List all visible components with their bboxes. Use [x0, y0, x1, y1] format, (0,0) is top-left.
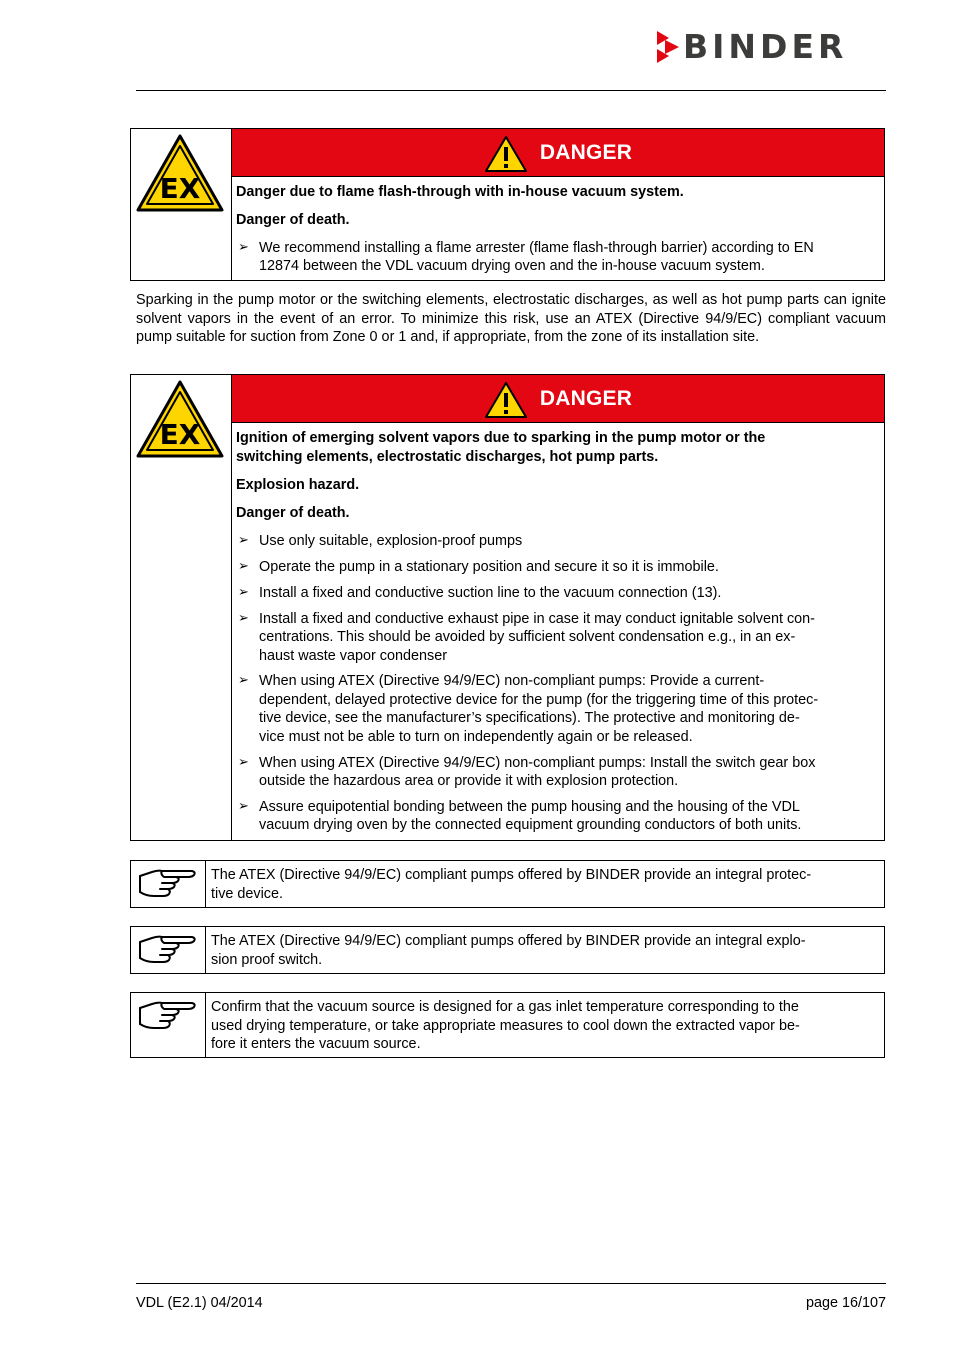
pointing-hand-icon	[136, 932, 198, 968]
note-box	[130, 926, 885, 974]
warning-triangle-icon	[484, 381, 528, 419]
list-item: ➢ Use only suitable, explosion-proof pumps	[238, 533, 523, 549]
footer-page-number: page 16/107	[805, 1295, 886, 1311]
note-icon-cell	[131, 861, 206, 907]
footer-document-id: VDL (E2.1) 04/2014	[136, 1295, 263, 1311]
arrow-bullet-icon: ➢	[238, 798, 249, 814]
arrow-bullet-icon: ➢	[238, 533, 249, 548]
list-item: ➢ When using ATEX (Directive 94/9/EC) non-compliant pumps: Install the switch gear box outside the hazardous area or provide it with explosion protection.	[238, 754, 816, 789]
logo-text: BINDER	[683, 27, 848, 66]
pointing-hand-icon	[136, 998, 198, 1034]
note-icon-cell	[131, 993, 206, 1057]
note-icon-cell	[131, 927, 206, 973]
list-item: ➢ Install a fixed and conductive exhaust pipe in case it may conduct ignitable solvent con- centrations. This should be avoided by sufficient solvent condensation e.g., in an ex- haust waste vapor condenser	[238, 610, 815, 664]
list-item: ➢ Operate the pump in a stationary position and secure it so it is immobile.	[238, 558, 719, 575]
note-text: The ATEX (Directive 94/9/EC) compliant pumps offered by BINDER provide an integral protec- tive device.	[211, 867, 812, 902]
arrow-bullet-icon: ➢	[238, 240, 249, 255]
arrow-bullet-icon: ➢	[238, 610, 249, 626]
warning-triangle-icon	[484, 135, 528, 173]
danger-header	[232, 129, 884, 177]
arrow-bullet-icon: ➢	[238, 754, 249, 770]
danger-box-ignition	[130, 374, 885, 841]
danger-consequence: Danger of death.	[236, 505, 350, 521]
svg-text:EX: EX	[159, 418, 201, 451]
arrow-bullet-icon: ➢	[238, 584, 249, 600]
pointing-hand-icon	[136, 866, 198, 902]
list-item: ➢ Assure equipotential bonding between the pump housing and the housing of the VDL vacuum drying oven by the connected equipment grounding conductors of both units.	[238, 798, 802, 834]
arrow-bullet-icon: ➢	[238, 673, 249, 689]
danger-heading: Danger due to flame flash-through with in-house vacuum system.	[236, 184, 684, 200]
list-item: ➢ When using ATEX (Directive 94/9/EC) non-compliant pumps: Provide a current- dependent, delayed protective device for the pump (for the triggering time of this protec- tive device, see the manufacturer’s specifications). The protective and monitoring de- vice must not be able to turn on independently again or be released.	[238, 673, 819, 745]
danger-box-flash-through	[130, 128, 885, 281]
svg-text:EX: EX	[159, 172, 201, 205]
note-text: The ATEX (Directive 94/9/EC) compliant pumps offered by BINDER provide an integral explo- sion proof switch.	[211, 933, 806, 968]
logo-mark-icon	[655, 31, 679, 63]
note-box	[130, 992, 885, 1058]
danger-header	[232, 375, 884, 423]
ex-explosion-warning-icon	[136, 380, 224, 458]
list-item: ➢ Install a fixed and conductive suction line to the vacuum connection (13).	[238, 584, 722, 601]
ex-explosion-warning-icon	[136, 134, 224, 212]
arrow-bullet-icon: ➢	[238, 558, 249, 574]
danger-title: DANGER	[539, 140, 633, 164]
danger-icon-cell	[131, 375, 232, 840]
header-rule	[136, 90, 886, 91]
danger-consequence: Danger of death.	[236, 212, 350, 228]
danger-title: DANGER	[539, 386, 633, 410]
danger-heading: Ignition of emerging solvent vapors due to sparking in the pump motor or the switching elements, electrostatic discharges, hot pump parts.	[236, 430, 766, 465]
danger-hazard: Explosion hazard.	[236, 477, 360, 493]
danger-icon-cell	[131, 129, 232, 280]
binder-logo	[655, 29, 887, 65]
footer-rule	[136, 1283, 886, 1284]
note-box	[130, 860, 885, 908]
note-text: Confirm that the vacuum source is designed for a gas inlet temperature corresponding to the used drying temperature, or take appropriate measures to cool down the extracted vapor be- fore it enters the vacuum source.	[211, 999, 800, 1052]
list-item: ➢ We recommend installing a flame arrester (flame flash-through barrier) according to EN 12874 between the VDL vacuum drying oven and the in-house vacuum system.	[238, 240, 814, 275]
body-paragraph: Sparking in the pump motor or the switching elements, electrostatic discharges, as well as hot pump parts can ignite solvent vapors in the event of an error. To minimize this risk, use an ATEX (Directive 94/9/EC) compliant vacuum pump suitable for suction from Zone 0 or 1 and, if appropriate, from the zone of its installation site.	[136, 292, 886, 345]
